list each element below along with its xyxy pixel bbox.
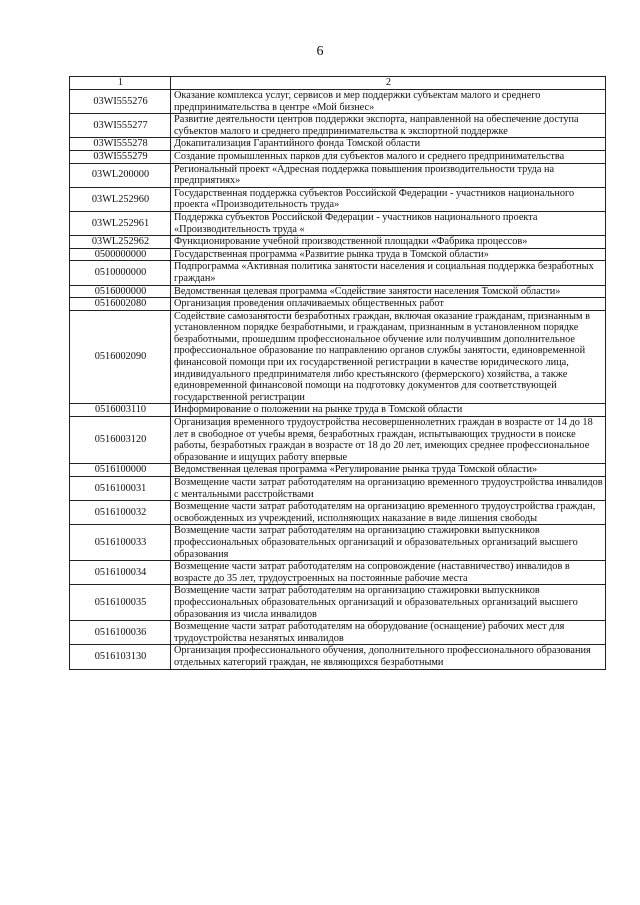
table-row — [70, 404, 606, 417]
classification-table — [69, 76, 606, 670]
row-name: Докапитализация Гарантийного фонда Томской области — [171, 138, 606, 151]
row-name: Государственная поддержка субъектов Российской Федерации - участников национального проекта «Производительность труда» — [171, 187, 606, 211]
row-code: 0510000000 — [70, 261, 171, 285]
row-code: 0516100032 — [70, 501, 171, 525]
table-row — [70, 525, 606, 561]
row-code: 0516003120 — [70, 417, 171, 464]
row-code: 03WL200000 — [70, 163, 171, 187]
table-row — [70, 163, 606, 187]
row-code: 0516002090 — [70, 310, 171, 404]
row-code: 0516103130 — [70, 645, 171, 669]
row-name: Возмещение части затрат работодателям на организацию стажировки выпускников профессиональных образовательных организаций и образовательных организаций высшего образования — [171, 525, 606, 561]
row-code: 0516100034 — [70, 561, 171, 585]
row-code: 0516100036 — [70, 621, 171, 645]
row-code: 0516003110 — [70, 404, 171, 417]
row-name: Ведомственная целевая программа «Регулирование рынка труда Томской области» — [171, 464, 606, 477]
row-code: 0516100031 — [70, 477, 171, 501]
table-row — [70, 211, 606, 235]
table-row — [70, 585, 606, 621]
table-row — [70, 236, 606, 249]
table-row — [70, 621, 606, 645]
row-name: Возмещение части затрат работодателям на организацию временного трудоустройства граждан, освобожденных из учреждений, исполняющих наказание в виде лишения свободы — [171, 501, 606, 525]
row-name: Создание промышленных парков для субъектов малого и среднего предпринимательства — [171, 150, 606, 163]
row-code: 03WL252961 — [70, 211, 171, 235]
row-code: 0516100000 — [70, 464, 171, 477]
row-name: Функционирование учебной производственной площадки «Фабрика процессов» — [171, 236, 606, 249]
table-row — [70, 310, 606, 404]
table-row — [70, 261, 606, 285]
table-row — [70, 187, 606, 211]
row-name: Возмещение части затрат работодателям на организацию стажировки выпускников профессиональных образовательных организаций и образовательных организаций высшего образования из числа инвалидов — [171, 585, 606, 621]
row-code: 03WI555277 — [70, 114, 171, 138]
table-row — [70, 501, 606, 525]
row-name: Региональный проект «Адресная поддержка повышения производительности труда на предприятиях» — [171, 163, 606, 187]
row-code: 0500000000 — [70, 248, 171, 261]
table-row — [70, 114, 606, 138]
row-code: 03WI555279 — [70, 150, 171, 163]
row-code: 0516100035 — [70, 585, 171, 621]
row-name: Государственная программа «Развитие рынка труда в Томской области» — [171, 248, 606, 261]
row-code: 03WI555276 — [70, 90, 171, 114]
row-name: Организация проведения оплачиваемых общественных работ — [171, 298, 606, 311]
row-name: Подпрограмма «Активная политика занятости населения и социальная поддержка безработных граждан» — [171, 261, 606, 285]
table-row — [70, 138, 606, 151]
table-row — [70, 248, 606, 261]
table-row — [70, 90, 606, 114]
row-code: 03WL252960 — [70, 187, 171, 211]
table-row — [70, 285, 606, 298]
column-header-2: 2 — [171, 77, 606, 90]
table-header-row — [70, 77, 606, 90]
row-name: Оказание комплекса услуг, сервисов и мер поддержки субъектам малого и среднего предпринимательства в центре «Мой бизнес» — [171, 90, 606, 114]
table-row — [70, 645, 606, 669]
row-name: Организация временного трудоустройства несовершеннолетних граждан в возрасте от 14 до 18 лет в свободное от учебы время, безработных граждан, испытывающих трудности в поиске работы, безработных граждан в возрасте от 18 до 20 лет, имеющих среднее профессиональное образование и ищущих работу впервые — [171, 417, 606, 464]
row-name: Развитие деятельности центров поддержки экспорта, направленной на обеспечение доступа субъектов малого и среднего предпринимательства к экспортной поддержке — [171, 114, 606, 138]
row-name: Информирование о положении на рынке труда в Томской области — [171, 404, 606, 417]
row-code: 0516002080 — [70, 298, 171, 311]
row-code: 03WL252962 — [70, 236, 171, 249]
row-name: Возмещение части затрат работодателям на сопровождение (наставничество) инвалидов в возрасте до 35 лет, трудоустроенных на постоянные рабочие места — [171, 561, 606, 585]
row-name: Поддержка субъектов Российской Федерации - участников национального проекта «Производительность труда « — [171, 211, 606, 235]
table-row — [70, 417, 606, 464]
table-row — [70, 298, 606, 311]
table-row — [70, 561, 606, 585]
table-row — [70, 150, 606, 163]
row-code: 0516000000 — [70, 285, 171, 298]
page-number: 6 — [316, 44, 324, 59]
table-body — [70, 90, 606, 670]
column-header-1: 1 — [70, 77, 171, 90]
table-row — [70, 464, 606, 477]
row-code: 03WI555278 — [70, 138, 171, 151]
table-row — [70, 477, 606, 501]
row-name: Возмещение части затрат работодателям на оборудование (оснащение) рабочих мест для трудоустройства незанятых инвалидов — [171, 621, 606, 645]
row-name: Ведомственная целевая программа «Содействие занятости населения Томской области» — [171, 285, 606, 298]
row-code: 0516100033 — [70, 525, 171, 561]
row-name: Организация профессионального обучения, дополнительного профессионального образования отдельных категорий граждан, не являющихся безработными — [171, 645, 606, 669]
row-name: Содействие самозанятости безработных граждан, включая оказание гражданам, признанным в установленном порядке безработными, и гражданам, признанным в установленном порядке безработными, прошедшим профессиональное обучение или получившим дополнительное профессиональное образование по направлению органов службы занятости, единовременной финансовой помощи при их государственной регистрации в качестве юридического лица, индивидуального предпринимателя либо крестьянского (фермерского) хозяйства, а также единовременной финансовой помощи на подготовку документов для соответствующей государственной регистрации — [171, 310, 606, 404]
row-name: Возмещение части затрат работодателям на организацию временного трудоустройства инвалидов с ментальными расстройствами — [171, 477, 606, 501]
